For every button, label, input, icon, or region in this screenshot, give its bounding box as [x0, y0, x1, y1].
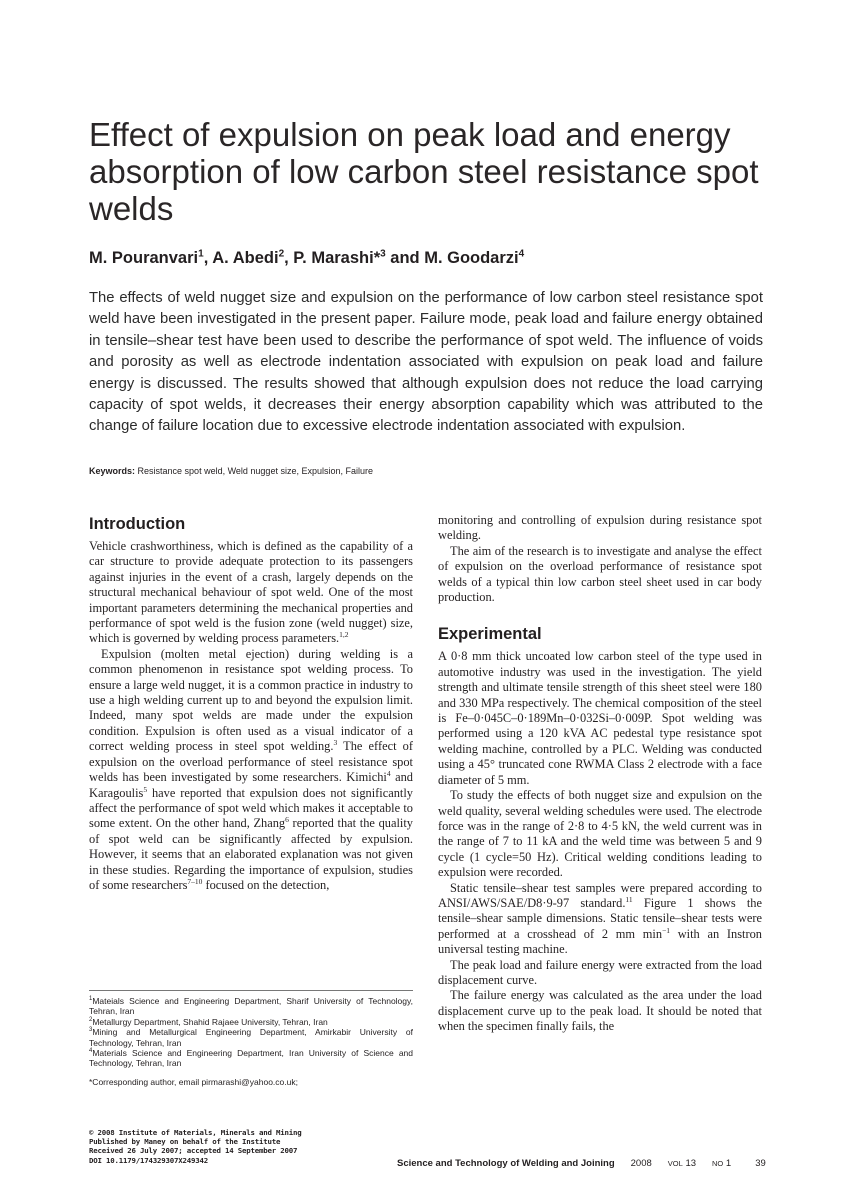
body-paragraph: The peak load and failure energy were extracted from the load displacement curve.: [438, 957, 762, 987]
footnote-text: Materials Science and Engineering Department, Iran University of Science and Technology, Tehran, Iran: [89, 1048, 413, 1069]
body-paragraph: monitoring and controlling of expulsion during resistance spot welding.: [438, 513, 762, 543]
issue-number: 1: [725, 1158, 732, 1169]
page-number: 39: [755, 1158, 766, 1169]
reference-citation[interactable]: 1,2: [339, 630, 349, 640]
doi-line[interactable]: DOI 10.1179/174329307X249342: [89, 1155, 208, 1165]
reference-citation[interactable]: 7–10: [187, 876, 203, 886]
paragraph-text: Expulsion (molten metal ejection) during welding is a common phenomenon in resistance spot welding process. To ensure a large weld nugget, it is a common practice in industry to use a high welding current up to and beyond the expulsion limit. Indeed, many spot welds are made under the expulsion condition. Expulsion is often used as a visual indicator of a correct welding process in steel spot welding.: [89, 646, 413, 754]
copyright-line: © 2008 Institute of Materials, Minerals and Mining: [89, 1128, 302, 1137]
author-affiliation-mark: 2: [278, 248, 285, 260]
paragraph-text: and Karagoulis: [89, 770, 413, 800]
paragraph-text: Static tensile–shear test samples were prepared according to ANSI/AWS/SAE/D8·9-97 standard.: [438, 880, 762, 910]
journal-year: 2008: [630, 1158, 652, 1169]
footnote-text: Metallurgy Department, Shahid Rajaee University, Tehran, Iran: [92, 1016, 328, 1027]
paragraph-text: with an Instron universal testing machine.: [438, 926, 762, 957]
footnote-mark: 3: [89, 1027, 93, 1034]
keywords-list: Resistance spot weld, Weld nugget size, Expulsion, Failure: [137, 466, 373, 476]
body-paragraph: The aim of the research is to investigate and analyse the effect of expulsion on the overload performance of resistance spot welds of a typical thin low carbon steel sheet used in car body production.: [438, 543, 762, 605]
section-heading-introduction: Introduction: [89, 515, 186, 533]
reference-citation[interactable]: 6: [285, 815, 289, 825]
reference-citation[interactable]: 11: [625, 894, 633, 904]
footnote-text: Mining and Metallurgical Engineering Department, Amirkabir University of Technology, Tehran, Iran: [89, 1027, 413, 1048]
body-paragraph: [89, 647, 413, 894]
paragraph-text: focused on the detection,: [202, 877, 330, 892]
left-column: [89, 513, 413, 893]
reference-citation[interactable]: 5: [143, 784, 148, 794]
author-name: P. Marashi*: [293, 249, 381, 267]
author-affiliation-mark: 3: [380, 248, 386, 260]
footnote: [89, 1017, 413, 1027]
keywords-label: Keywords:: [89, 466, 136, 476]
author-separator: ,: [284, 249, 294, 267]
journal-footer: [397, 1158, 766, 1169]
footnote-mark: 4: [89, 1048, 93, 1055]
paragraph-text: The effect of expulsion on the overload performance of steel resistance spot welds has been investigated by some researchers. Kimichi: [89, 739, 413, 785]
volume-number: 13: [685, 1158, 697, 1169]
footnote-mark: 2: [89, 1016, 93, 1023]
body-paragraph: The failure energy was calculated as the area under the load displacement curve up to the peak load. It should be noted that when the specimen finally fails, the: [438, 988, 762, 1034]
issue-label: NO: [712, 1159, 724, 1168]
copyright-block: [89, 1128, 301, 1165]
author-affiliation-mark: 1: [198, 248, 204, 260]
article-title: Effect of expulsion on peak load and energy absorption of low carbon steel resistance spot welds: [89, 116, 759, 227]
author-list: [89, 249, 789, 268]
footnote-mark: 1: [89, 996, 93, 1003]
body-paragraph: To study the effects of both nugget size and expulsion on the weld quality, several welding schedules were used. The electrode force was in the range of 2·8 to 4·5 kN, the weld current was in the range of 7 to 11 kA and the weld time was between 5 and 9 cycle (1 cycle=50 Hz). Critical welding conditions leading to expulsion were recorded.: [438, 788, 762, 880]
keywords: [89, 466, 763, 476]
received-line: Received 26 July 2007; accepted 14 September 2007: [89, 1146, 298, 1156]
author-name: M. Goodarzi: [424, 249, 519, 267]
footnote: [89, 996, 413, 1017]
paragraph-text: have reported that expulsion does not significantly affect the performance of spot weld which makes it acceptable to some extent. On the other hand, Zhang: [89, 785, 413, 831]
footnote: [89, 1027, 413, 1048]
journal-name: Science and Technology of Welding and Joining: [397, 1158, 615, 1169]
body-paragraph: A 0·8 mm thick uncoated low carbon steel of the type used in automotive industry was used in the investigation. The yield strength and ultimate tensile strength of this sheet steel were 180 and 330 MPa respectively. The chemical composition of the steel is Fe–0·045C–0·189Mn–0·032Si–0·009P. Spot welding was performed using a 120 kVA AC pedestal type resistance spot welding machine, controlled by a PLC. Welding was conducted using a 45° truncated cone RWMA Class 2 electrode with a face diameter of 5 mm.: [438, 649, 762, 787]
footnotes: [89, 996, 413, 1087]
paragraph-text: Vehicle crashworthiness, which is defined as the capability of a car structure to provide adequate protection to its passengers against injuries in the event of a crash, largely depends on the structural mechanical behaviour of spot weld. One of the most important parameters determining the mechanical properties and performance of spot weld is the fusion zone (weld nugget) size, which is governed by welding process parameters.: [89, 539, 413, 646]
section-heading-experimental: Experimental: [438, 625, 542, 644]
body-paragraph: [438, 881, 762, 958]
paragraph-text: Figure 1 shows the tensile–shear sample dimensions. Static tensile–shear tests were performed at a crosshead of 2 mm min: [438, 895, 762, 941]
right-column: [438, 513, 762, 1035]
paragraph-text: reported that the quality of spot weld can be significantly affected by expulsion. However, it seems that an elaborated explanation was not given in these studies. Regarding the importance of expulsion, studies of some researchers: [89, 816, 413, 892]
reference-citation[interactable]: 3: [333, 738, 338, 748]
author-name: M. Pouranvari: [89, 249, 199, 267]
footnote-divider: [89, 990, 413, 991]
body-paragraph: [89, 539, 413, 647]
abstract: The effects of weld nugget size and expulsion on the performance of low carbon steel resistance spot weld have been investigated in the present paper. Failure mode, peak load and failure energy obtained in tensile–shear test have been used to describe the performance of spot weld. The influence of voids and porosity as well as electrode indentation associated with expulsion on peak load and failure energy is discussed. The results showed that although expulsion does not reduce the load carrying capacity of spot welds, it decreases their energy absorption capability which was attributed to the change of failure location due to excessive electrode indentation associated with expulsion.: [89, 290, 763, 435]
reference-citation[interactable]: 4: [386, 768, 391, 778]
footnote-text: Mateials Science and Engineering Department, Sharif University of Technology, Tehran, Iran: [89, 996, 413, 1017]
author-name: A. Abedi: [212, 249, 279, 267]
unit-exponent: −1: [662, 925, 670, 935]
author-affiliation-mark: 4: [518, 248, 525, 260]
publisher-line: Published by Maney on behalf of the Institute: [89, 1137, 281, 1147]
author-separator: and: [385, 249, 425, 267]
corresponding-author[interactable]: *Corresponding author, email pirmarashi@yahoo.co.uk;: [89, 1076, 298, 1087]
author-separator: ,: [203, 249, 213, 267]
footnote: [89, 1048, 413, 1069]
volume-label: VOL: [667, 1159, 683, 1168]
